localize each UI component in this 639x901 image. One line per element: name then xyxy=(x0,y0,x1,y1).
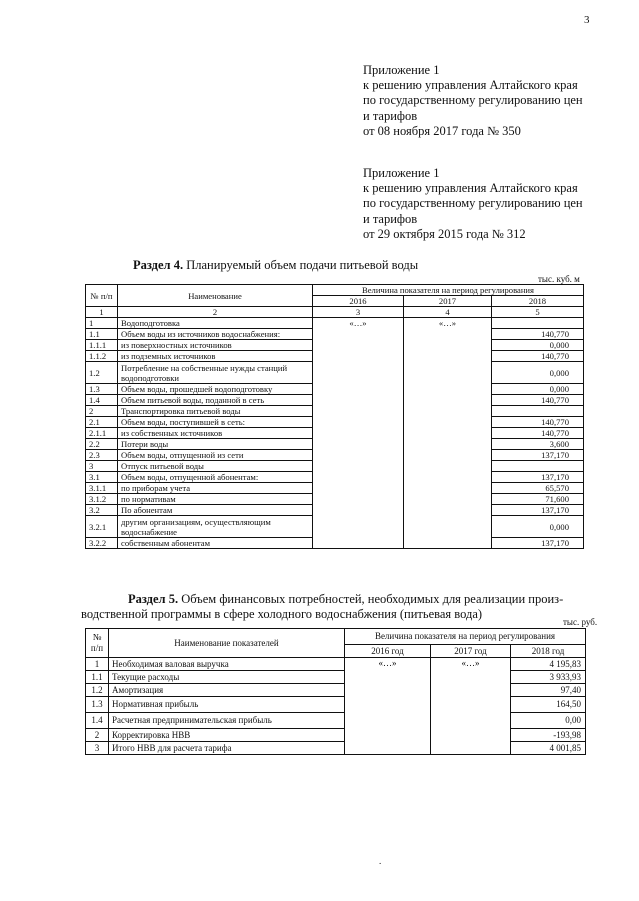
cell-2018: 0,000 xyxy=(492,384,584,395)
row-num: 2.1 xyxy=(86,417,118,428)
row-name: Объем воды, отпущенной из сети xyxy=(118,450,313,461)
cell-2018: 137,170 xyxy=(492,505,584,516)
colnum-5: 5 xyxy=(492,307,584,318)
header-period: Величина показателя на период регулирования xyxy=(345,629,586,645)
cell-2018: 3,600 xyxy=(492,439,584,450)
row-name: Транспортировка питьевой воды xyxy=(118,406,313,417)
cell-2018 xyxy=(492,461,584,472)
cell-2018: 71,600 xyxy=(492,494,584,505)
row-name: Расчетная предпринимательская прибыль xyxy=(109,713,345,729)
row-name: Нормативная прибыль xyxy=(109,697,345,713)
cell-2018: 140,770 xyxy=(492,351,584,362)
row-name: Объем воды, прошедшей водоподготовку xyxy=(118,384,313,395)
colnum-3: 3 xyxy=(313,307,404,318)
row-num: 1.1.1 xyxy=(86,340,118,351)
row-name: По абонентам xyxy=(118,505,313,516)
cell-2018: -193,98 xyxy=(511,729,586,742)
cell-2017: «…» xyxy=(404,318,492,549)
row-num: 2.3 xyxy=(86,450,118,461)
row-name: Потери воды xyxy=(118,439,313,450)
row-name: по нормативам xyxy=(118,494,313,505)
row-num: 1 xyxy=(86,658,109,671)
cell-2018: 0,00 xyxy=(511,713,586,729)
colnum-1: 1 xyxy=(86,307,118,318)
table-row xyxy=(86,742,586,755)
table-row xyxy=(86,671,586,684)
row-num: 1.2 xyxy=(86,362,118,384)
row-num: 3.1 xyxy=(86,472,118,483)
cell-2018: 137,170 xyxy=(492,450,584,461)
section4-table xyxy=(85,284,584,549)
cell-2018: 3 933,93 xyxy=(511,671,586,684)
table-row xyxy=(86,713,586,729)
row-name: Объем воды, отпущенной абонентам: xyxy=(118,472,313,483)
cell-2018: 164,50 xyxy=(511,697,586,713)
header-2016: 2016 xyxy=(313,296,404,307)
header-2018: 2018 год xyxy=(511,645,586,658)
cell-2017: «…» xyxy=(431,658,511,755)
header-period: Величина показателя на период регулирования xyxy=(313,285,584,296)
row-num: 1.1.2 xyxy=(86,351,118,362)
cell-2018: 0,000 xyxy=(492,362,584,384)
appendix-line: и тарифов xyxy=(363,211,418,226)
appendix-previous xyxy=(363,166,583,242)
cell-2018 xyxy=(492,318,584,329)
cell-2018: 0,000 xyxy=(492,516,584,538)
cell-2018: 140,770 xyxy=(492,428,584,439)
row-name: Водоподготовка xyxy=(118,318,313,329)
cell-2016: «…» xyxy=(313,318,404,549)
footer-mark: . xyxy=(379,856,382,866)
appendix-current xyxy=(363,63,583,139)
cell-2018: 4 001,85 xyxy=(511,742,586,755)
row-name: из подземных источников xyxy=(118,351,313,362)
header-2017: 2017 xyxy=(404,296,492,307)
row-num: 2.1.1 xyxy=(86,428,118,439)
table-row xyxy=(86,684,586,697)
row-name: по приборам учета xyxy=(118,483,313,494)
row-num: 1.3 xyxy=(86,697,109,713)
cell-2018: 137,170 xyxy=(492,538,584,549)
row-name: собственным абонентам xyxy=(118,538,313,549)
appendix-line: от 08 ноября 2017 года № 350 xyxy=(363,123,521,138)
row-name: Текущие расходы xyxy=(109,671,345,684)
row-num: 1.1 xyxy=(86,329,118,340)
row-name: Необходимая валовая выручка xyxy=(109,658,345,671)
row-name: Объем воды, поступившей в сеть: xyxy=(118,417,313,428)
row-name: Корректировка НВВ xyxy=(109,729,345,742)
row-name: Отпуск питьевой воды xyxy=(118,461,313,472)
row-num: 3.2.1 xyxy=(86,516,118,538)
header-name: Наименование показателей xyxy=(109,629,345,658)
header-2016: 2016 год xyxy=(345,645,431,658)
table-row xyxy=(86,697,586,713)
row-num: 3.2.2 xyxy=(86,538,118,549)
colnum-2: 2 xyxy=(118,307,313,318)
cell-2018: 140,770 xyxy=(492,329,584,340)
row-num: 2 xyxy=(86,406,118,417)
row-num: 2 xyxy=(86,729,109,742)
row-num: 1.1 xyxy=(86,671,109,684)
appendix-line: Приложение 1 xyxy=(363,166,440,180)
row-name: Итого НВВ для расчета тарифа xyxy=(109,742,345,755)
appendix-line: к решению управления Алтайского края xyxy=(363,181,578,196)
appendix-line: по государственному регулированию цен xyxy=(363,93,583,108)
header-num: № п/п xyxy=(86,629,109,658)
row-num: 3.2 xyxy=(86,505,118,516)
section4-label: Раздел 4. xyxy=(133,258,184,272)
row-num: 1.4 xyxy=(86,713,109,729)
row-name: Потребление на собственные нужды станций водоподготовки xyxy=(118,362,313,384)
section5-unit: тыс. руб. xyxy=(563,617,598,627)
row-name: из собственных источников xyxy=(118,428,313,439)
section5-title-line1: Объем финансовых потребностей, необходимых для реализации произ- xyxy=(178,592,564,606)
row-name: Объем питьевой воды, поданной в сеть xyxy=(118,395,313,406)
section5-title-line2: водственной программы в сфере холодного водоснабжения (питьевая вода) xyxy=(81,607,483,621)
row-num: 1 xyxy=(86,318,118,329)
appendix-line: по государственному регулированию цен xyxy=(363,196,583,211)
header-2018: 2018 xyxy=(492,296,584,307)
header-2017: 2017 год xyxy=(431,645,511,658)
row-num: 2.2 xyxy=(86,439,118,450)
cell-2018: 65,570 xyxy=(492,483,584,494)
row-num: 1.2 xyxy=(86,684,109,697)
appendix-line: Приложение 1 xyxy=(363,63,440,77)
header-name: Наименование xyxy=(118,285,313,307)
cell-2016: «…» xyxy=(345,658,431,755)
row-name: из поверхностных источников xyxy=(118,340,313,351)
cell-2018: 140,770 xyxy=(492,417,584,428)
table-row xyxy=(86,658,586,671)
page-number: 3 xyxy=(584,14,590,26)
section5-heading xyxy=(81,592,598,622)
row-num: 1.4 xyxy=(86,395,118,406)
row-num: 3 xyxy=(86,742,109,755)
cell-2018 xyxy=(492,406,584,417)
section4-title: Планируемый объем подачи питьевой воды xyxy=(183,258,419,272)
appendix-line: от 29 октября 2015 года № 312 xyxy=(363,226,526,241)
header-num: № п/п xyxy=(86,285,118,307)
row-num: 3.1.1 xyxy=(86,483,118,494)
appendix-line: к решению управления Алтайского края xyxy=(363,78,578,93)
row-num: 1.3 xyxy=(86,384,118,395)
row-name: другим организациям, осуществляющим водоснабжение xyxy=(118,516,313,538)
row-num: 3 xyxy=(86,461,118,472)
section5-table xyxy=(85,628,586,755)
row-num: 3.1.2 xyxy=(86,494,118,505)
cell-2018: 140,770 xyxy=(492,395,584,406)
cell-2018: 137,170 xyxy=(492,472,584,483)
appendix-line: и тарифов xyxy=(363,108,418,123)
section4-unit: тыс. куб. м xyxy=(538,274,580,284)
cell-2018: 97,40 xyxy=(511,684,586,697)
section4-heading xyxy=(133,258,418,273)
section5-label: Раздел 5. xyxy=(128,592,179,606)
cell-2018: 0,000 xyxy=(492,340,584,351)
row-name: Объем воды из источников водоснабжения: xyxy=(118,329,313,340)
table-row xyxy=(86,318,584,329)
cell-2018: 4 195,83 xyxy=(511,658,586,671)
colnum-4: 4 xyxy=(404,307,492,318)
row-name: Амортизация xyxy=(109,684,345,697)
table-row xyxy=(86,729,586,742)
